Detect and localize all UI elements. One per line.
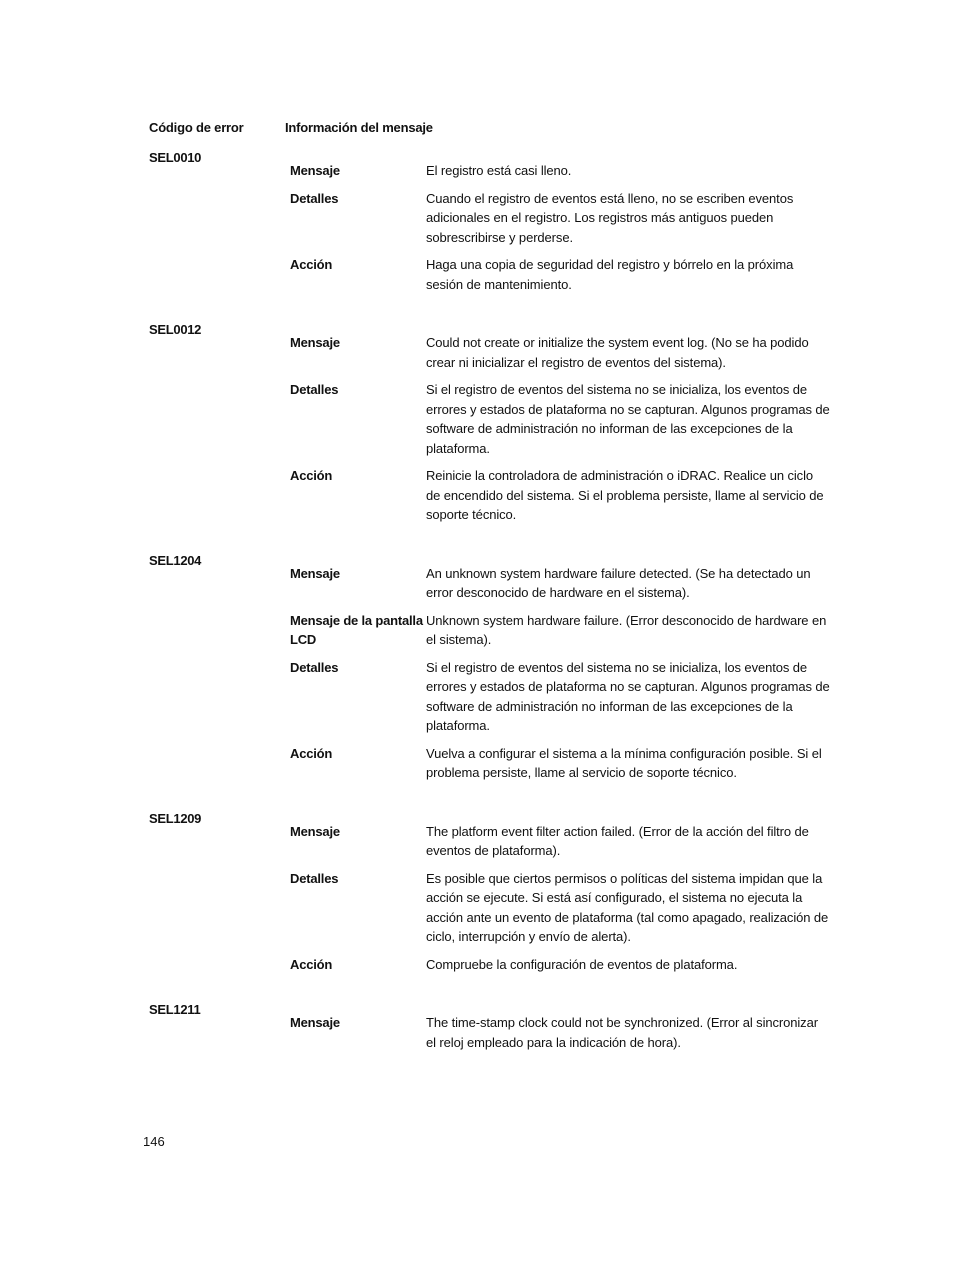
message-field-value: Si el registro de eventos del sistema no se inicializa, los eventos de errores y estados de plataforma no se capturan. Algunos programas de software de administración no informan de las excepciones de la plataforma. (426, 659, 830, 733)
message-row (149, 822, 839, 861)
page-number: 146 (143, 1134, 165, 1149)
error-entry (149, 320, 839, 525)
message-row (149, 955, 839, 975)
error-entry (149, 551, 839, 783)
message-row (149, 658, 839, 736)
message-field-label: Mensaje (290, 823, 340, 839)
message-field-value: Vuelva a configurar el sistema a la mínima configuración posible. Si el problema persiste, llame al servicio de soporte técnico. (426, 745, 822, 780)
message-field-value: Unknown system hardware failure. (Error desconocido de hardware en el sistema). (426, 612, 827, 647)
message-field-label: Mensaje (290, 335, 340, 350)
message-row (149, 380, 839, 458)
message-field-label: Detalles (290, 190, 339, 206)
column-header-message-info: Información del mensaje (285, 120, 433, 135)
error-code-list (149, 148, 839, 1078)
message-row (149, 564, 839, 603)
column-header-error-code: Código de error (149, 120, 244, 135)
message-field-value: Haga una copia de seguridad del registro y bórrelo en la próxima sesión de mantenimiento. (426, 257, 794, 292)
message-field-label: Mensaje (290, 1015, 340, 1030)
message-field-value: Could not create or initialize the system event log. (No se ha podido crear ni inicializar el registro de eventos del sistema). (426, 335, 809, 370)
message-row (149, 1013, 839, 1052)
message-row (149, 333, 839, 372)
message-field-value: Es posible que ciertos permisos o políticas del sistema impidan que la acción se ejecute. Si está así configurado, el sistema no ejecuta la acción ante un evento de plataforma (tal como apagado, realización de ciclo, interrupción y envío de alerta). (426, 870, 829, 944)
message-field-label: Mensaje (290, 565, 340, 581)
message-field-label: Acción (290, 257, 333, 272)
message-field-label: Detalles (290, 659, 339, 675)
message-field-label: Detalles (290, 870, 339, 886)
message-field-value: Compruebe la configuración de eventos de plataforma. (426, 956, 738, 972)
error-code: SEL0012 (149, 322, 202, 337)
message-field-label: Acción (290, 468, 333, 483)
error-entry (149, 1000, 839, 1052)
message-field-label: Acción (290, 745, 333, 761)
error-entry (149, 148, 839, 294)
message-field-value: El registro está casi lleno. (426, 163, 572, 178)
error-entry (149, 809, 839, 975)
message-field-label: Acción (290, 956, 333, 972)
message-field-label: Mensaje (290, 163, 340, 178)
message-field-value: The time-stamp clock could not be synchronized. (Error al sincronizar el reloj empleado para la indicación de hora). (426, 1015, 818, 1050)
error-code: SEL1211 (149, 1002, 201, 1017)
message-field-value: Si el registro de eventos del sistema no se inicializa, los eventos de errores y estados de plataforma no se capturan. Algunos programas de software de administración no informan de las excepciones de la plataforma. (426, 382, 830, 456)
message-row (149, 611, 839, 650)
error-code: SEL0010 (149, 150, 202, 165)
message-row (149, 255, 839, 294)
message-field-label: Detalles (290, 382, 339, 397)
message-row (149, 161, 839, 181)
message-field-value: Cuando el registro de eventos está lleno, no se escriben eventos adicionales en el registro. Los registros más antiguos pueden sobrescribirse y perderse. (426, 190, 794, 245)
error-code: SEL1204 (149, 552, 202, 568)
error-code: SEL1209 (149, 810, 202, 826)
message-field-value: Reinicie la controladora de administración o iDRAC. Realice un ciclo de encendido del sistema. Si el problema persiste, llame al servicio de soporte técnico. (426, 468, 824, 522)
message-row (149, 466, 839, 525)
message-field-label: Mensaje de la pantalla LCD (290, 612, 423, 647)
message-row (149, 189, 839, 248)
message-field-value: The platform event filter action failed. (Error de la acción del filtro de eventos de plataforma). (426, 823, 809, 858)
message-row (149, 744, 839, 783)
message-row (149, 869, 839, 947)
message-field-value: An unknown system hardware failure detected. (Se ha detectado un error desconocido de hardware en el sistema). (426, 565, 811, 600)
